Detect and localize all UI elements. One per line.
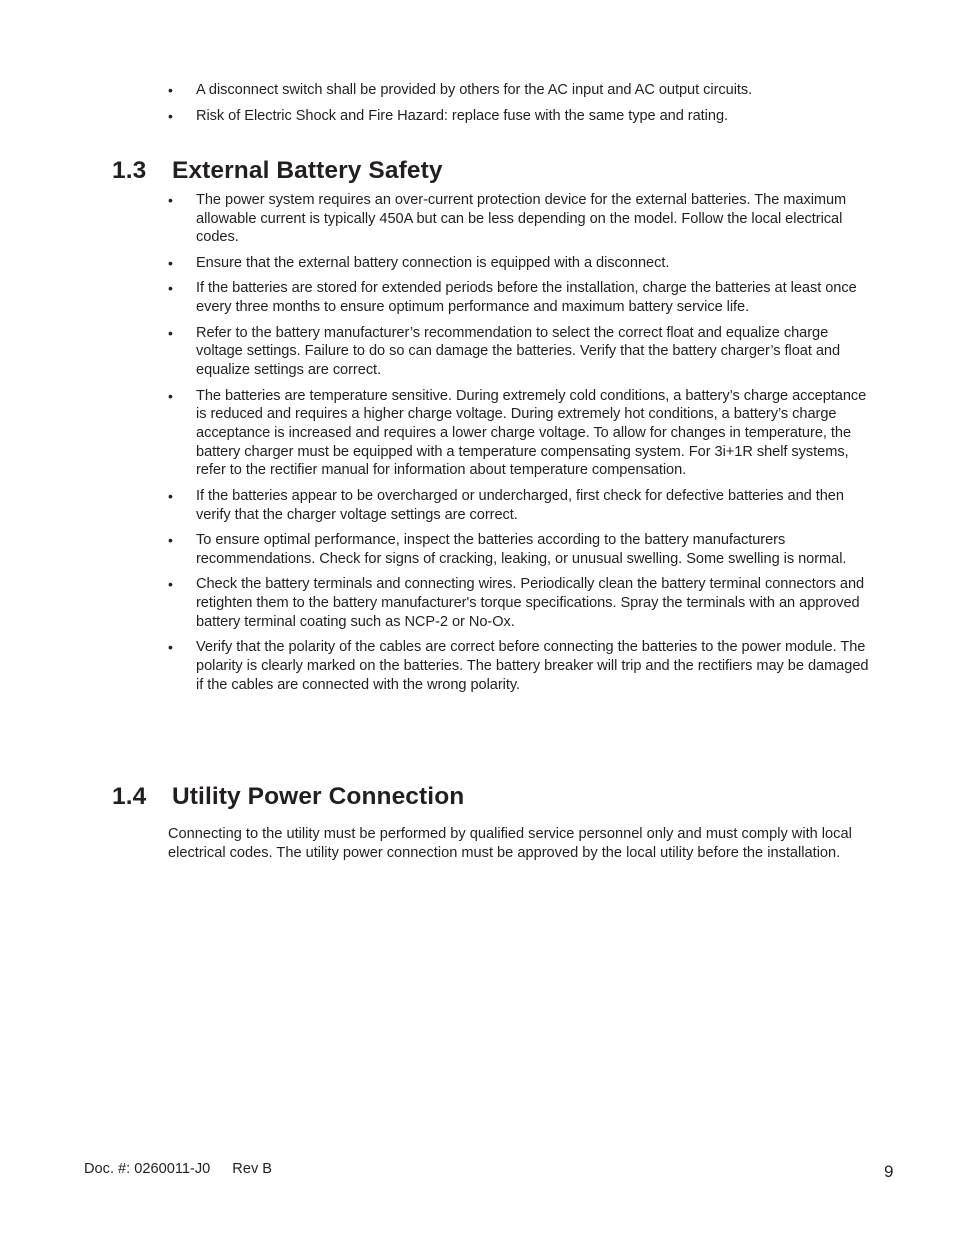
bullet-icon: • — [168, 639, 173, 656]
list-item-text: Ensure that the external battery connection is equipped with a disconnect. — [196, 254, 670, 271]
bullet-icon: • — [168, 254, 173, 271]
list-item-text: Risk of Electric Shock and Fire Hazard: replace fuse with the same type and rating. — [196, 107, 729, 124]
bullet-icon: • — [168, 82, 173, 98]
list-item — [168, 107, 874, 126]
bullet-icon: • — [168, 192, 173, 208]
list-item-text: To ensure optimal performance, inspect the batteries according to the battery manufacturers recommendations. Check for signs of cracking, leaking, or unusual swelling. Some swelling is normal. — [196, 532, 847, 567]
list-item-text: The batteries are temperature sensitive. During extremely cold conditions, a battery’s charge acceptance is reduced and requires a higher charge voltage. During extremely hot conditions, a battery’s charge acceptance is increased and requires a lower charge voltage. To allow for changes in temperature, the battery charger must be equipped with a temperature compensating system. For 3i+1R shelf systems, refer to the rectifier manual for information about temperature compensation. — [196, 387, 867, 479]
list-item-text: If the batteries are stored for extended periods before the installation, charge the batteries at least once every three months to ensure optimum performance and maximum battery service life. — [196, 280, 857, 316]
bullet-icon: • — [168, 107, 173, 124]
section-heading-1-3 — [112, 157, 443, 185]
list-item-text: Check the battery terminals and connecting wires. Periodically clean the battery terminal connectors and retighten them to the battery manufacturer's torque specifications. Spray the terminals with an approved battery terminal coating such as NCP-2 or No-Ox. — [196, 576, 865, 630]
footer-doc-info — [84, 1161, 272, 1177]
list-item — [168, 254, 874, 273]
battery-safety-bullet-list — [168, 191, 874, 701]
list-item — [168, 487, 874, 524]
utility-connection-paragraph: Connecting to the utility must be performed by qualified service personnel only and must comply with local electrical codes. The utility power connection must be approved by the local utility before the installation. — [168, 826, 852, 861]
page-number: 9 — [884, 1162, 894, 1181]
list-item-text: Refer to the battery manufacturer’s recommendation to select the correct float and equalize charge voltage settings. Failure to do so can damage the batteries. Verify that the battery charger’s float and equalize settings are correct. — [196, 324, 841, 379]
list-item-text: A disconnect switch shall be provided by others for the AC input and AC output circuits. — [196, 82, 753, 98]
list-item-text: The power system requires an over-current protection device for the external batteries. The maximum allowable current is typically 450A but can be less depending on the model. Follow the local electrical codes. — [196, 192, 847, 246]
section-title: Utility Power Connection — [172, 783, 465, 810]
bullet-icon: • — [168, 487, 173, 504]
list-item-text: If the batteries appear to be overcharged or undercharged, first check for defective batteries and then verify that the charger voltage settings are correct. — [196, 487, 844, 523]
doc-number: Doc. #: 0260011-J0 — [84, 1161, 211, 1177]
bullet-icon: • — [168, 324, 173, 341]
list-item — [168, 279, 874, 316]
section-number: 1.3 — [112, 157, 147, 184]
list-item — [168, 81, 874, 100]
list-item-text: Verify that the polarity of the cables are correct before connecting the batteries to the power module. The polarity is clearly marked on the batteries. The battery breaker will trip and the rectifiers may be damaged if the cables are connected with the wrong polarity. — [196, 639, 869, 693]
revision-label: Rev B — [232, 1161, 273, 1177]
bullet-icon: • — [168, 280, 173, 297]
list-item — [168, 191, 874, 247]
list-item — [168, 387, 874, 481]
list-item — [168, 324, 874, 380]
section-number: 1.4 — [112, 783, 147, 810]
bullet-icon: • — [168, 576, 173, 593]
bullet-icon: • — [168, 387, 173, 404]
section-title: External Battery Safety — [172, 157, 443, 184]
section-heading-1-4 — [112, 783, 464, 811]
intro-bullet-list — [168, 81, 874, 132]
list-item — [168, 638, 874, 694]
list-item — [168, 531, 874, 568]
list-item — [168, 575, 874, 631]
bullet-icon: • — [168, 532, 173, 549]
